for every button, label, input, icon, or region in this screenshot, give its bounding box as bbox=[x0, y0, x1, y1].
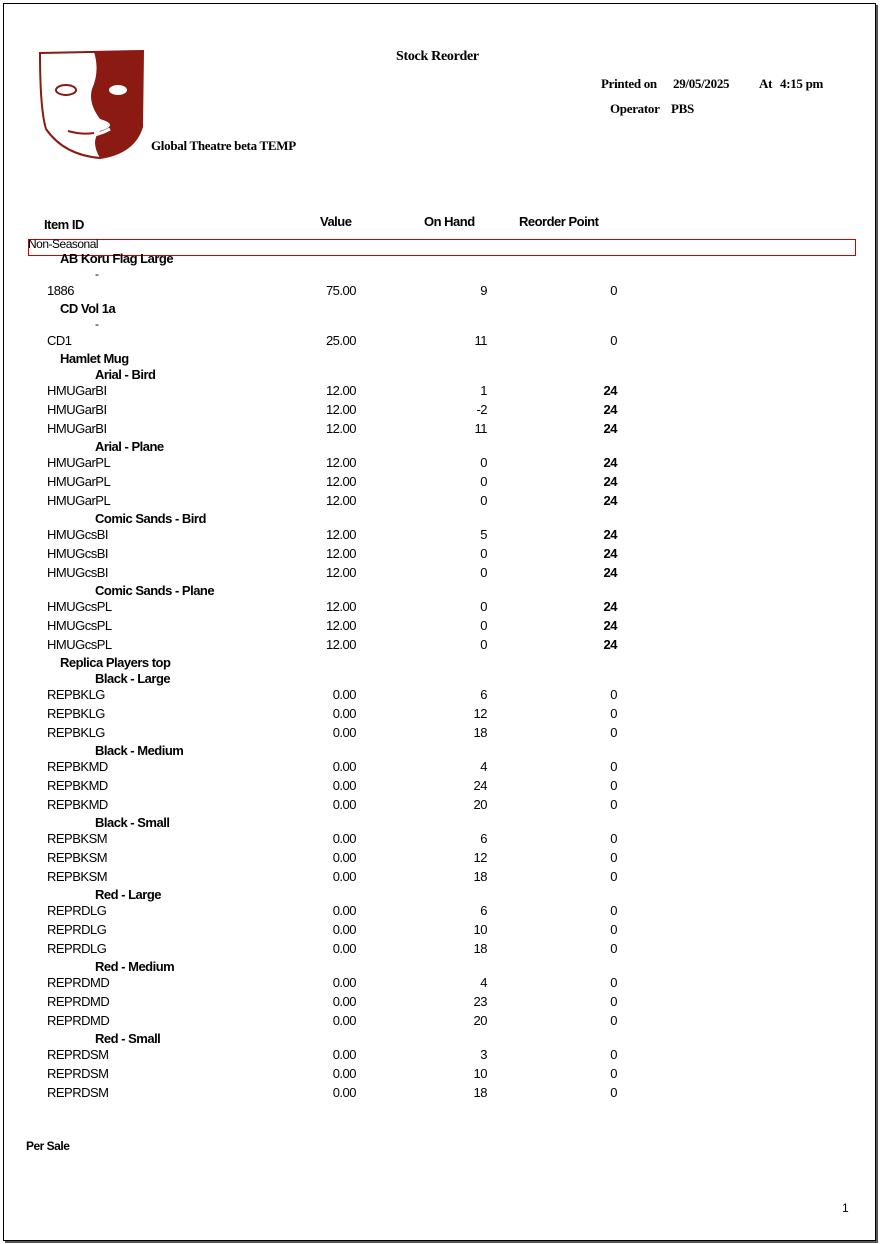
company-name: Global Theatre beta TEMP bbox=[151, 138, 296, 153]
variant-name: Black - Large bbox=[95, 671, 171, 686]
on-hand-cell: 3 bbox=[480, 1047, 487, 1062]
value-cell: 12.00 bbox=[325, 565, 356, 580]
variant-name: Red - Medium bbox=[95, 959, 175, 974]
item-id-cell: REPRDSM bbox=[47, 1085, 109, 1100]
on-hand-cell: 0 bbox=[480, 474, 487, 489]
item-id-cell: REPRDSM bbox=[47, 1066, 109, 1081]
on-hand-cell: 6 bbox=[480, 831, 487, 846]
item-id-cell: REPBKLG bbox=[47, 706, 105, 721]
item-id-cell: REPRDLG bbox=[47, 903, 107, 918]
variant-name: Red - Small bbox=[95, 1031, 161, 1046]
value-cell: 12.00 bbox=[325, 421, 356, 436]
value-cell: 0.00 bbox=[332, 1047, 356, 1062]
reorder-point-cell: 0 bbox=[610, 850, 617, 865]
value-cell: 0.00 bbox=[332, 922, 356, 937]
reorder-point-cell: 0 bbox=[610, 831, 617, 846]
item-id-cell: HMUGcsPL bbox=[47, 618, 112, 633]
product-name: AB Koru Flag Large bbox=[60, 251, 174, 266]
variant-name: Black - Medium bbox=[95, 743, 184, 758]
variant-name: Comic Sands - Plane bbox=[95, 583, 215, 598]
value-cell: 0.00 bbox=[332, 725, 356, 740]
value-cell: 12.00 bbox=[325, 527, 356, 542]
value-cell: 0.00 bbox=[332, 903, 356, 918]
reorder-point-cell: 0 bbox=[610, 687, 617, 702]
value-cell: 12.00 bbox=[325, 637, 356, 652]
item-id-cell: REPRDMD bbox=[47, 994, 110, 1009]
reorder-point-cell: 24 bbox=[603, 637, 617, 652]
item-id-cell: HMUGcsBI bbox=[47, 527, 108, 542]
reorder-point-cell: 0 bbox=[610, 759, 617, 774]
on-hand-cell: 6 bbox=[480, 687, 487, 702]
column-header-item-id: Item ID bbox=[44, 217, 84, 232]
value-cell: 12.00 bbox=[325, 474, 356, 489]
group-header-non-seasonal: Non-Seasonal bbox=[28, 237, 99, 251]
reorder-point-cell: 24 bbox=[603, 618, 617, 633]
on-hand-cell: 10 bbox=[473, 922, 487, 937]
item-id-cell: HMUGcsBI bbox=[47, 546, 108, 561]
item-id-cell: REPBKMD bbox=[47, 797, 108, 812]
page-number: 1 bbox=[842, 1201, 849, 1215]
value-cell: 25.00 bbox=[325, 333, 356, 348]
value-cell: 12.00 bbox=[325, 599, 356, 614]
value-cell: 0.00 bbox=[332, 994, 356, 1009]
item-id-cell: HMUGcsPL bbox=[47, 599, 112, 614]
item-id-cell: REPBKLG bbox=[47, 725, 105, 740]
separator-dash: - bbox=[95, 267, 99, 281]
reorder-point-cell: 24 bbox=[603, 527, 617, 542]
reorder-point-cell: 0 bbox=[610, 1047, 617, 1062]
on-hand-cell: 20 bbox=[473, 1013, 487, 1028]
value-cell: 0.00 bbox=[332, 687, 356, 702]
value-cell: 12.00 bbox=[325, 546, 356, 561]
reorder-point-cell: 0 bbox=[610, 941, 617, 956]
on-hand-cell: 4 bbox=[480, 975, 487, 990]
printed-time: 4:15 pm bbox=[780, 76, 824, 91]
value-cell: 0.00 bbox=[332, 1066, 356, 1081]
variant-name: Arial - Plane bbox=[95, 439, 164, 454]
item-id-cell: REPBKSM bbox=[47, 831, 108, 846]
item-id-cell: REPRDLG bbox=[47, 922, 107, 937]
on-hand-cell: 11 bbox=[474, 421, 487, 436]
reorder-point-cell: 0 bbox=[610, 922, 617, 937]
on-hand-cell: 20 bbox=[473, 797, 487, 812]
value-cell: 0.00 bbox=[332, 759, 356, 774]
item-id-cell: HMUGarPL bbox=[47, 455, 111, 470]
column-header-reorder-point: Reorder Point bbox=[519, 214, 599, 229]
reorder-point-cell: 0 bbox=[610, 333, 617, 348]
product-name: CD Vol 1a bbox=[60, 301, 116, 316]
item-id-cell: HMUGarBI bbox=[47, 421, 107, 436]
value-cell: 12.00 bbox=[325, 383, 356, 398]
reorder-point-cell: 0 bbox=[610, 797, 617, 812]
on-hand-cell: 0 bbox=[480, 493, 487, 508]
on-hand-cell: 12 bbox=[473, 850, 487, 865]
value-cell: 0.00 bbox=[332, 1013, 356, 1028]
on-hand-cell: 0 bbox=[480, 565, 487, 580]
printed-label: Printed on bbox=[601, 76, 657, 91]
item-id-cell: REPBKMD bbox=[47, 759, 108, 774]
reorder-point-cell: 0 bbox=[610, 1066, 617, 1081]
reorder-point-cell: 0 bbox=[610, 975, 617, 990]
reorder-point-cell: 0 bbox=[610, 994, 617, 1009]
reorder-point-cell: 24 bbox=[603, 402, 617, 417]
on-hand-cell: 24 bbox=[473, 778, 487, 793]
reorder-point-cell: 24 bbox=[603, 546, 617, 561]
reorder-point-cell: 24 bbox=[603, 383, 617, 398]
value-cell: 0.00 bbox=[332, 1085, 356, 1100]
reorder-point-cell: 24 bbox=[603, 493, 617, 508]
on-hand-cell: 23 bbox=[473, 994, 487, 1009]
reorder-point-cell: 0 bbox=[610, 725, 617, 740]
value-cell: 12.00 bbox=[325, 402, 356, 417]
value-cell: 0.00 bbox=[332, 869, 356, 884]
column-header-value: Value bbox=[320, 214, 352, 229]
item-id-cell: REPBKMD bbox=[47, 778, 108, 793]
on-hand-cell: 11 bbox=[474, 333, 487, 348]
on-hand-cell: 18 bbox=[473, 869, 487, 884]
report-page bbox=[3, 3, 876, 1241]
separator-dash: - bbox=[95, 317, 99, 331]
reorder-point-cell: 24 bbox=[603, 474, 617, 489]
item-id-cell: HMUGarBI bbox=[47, 402, 107, 417]
reorder-point-cell: 0 bbox=[610, 1013, 617, 1028]
value-cell: 12.00 bbox=[325, 618, 356, 633]
value-cell: 0.00 bbox=[332, 941, 356, 956]
variant-name: Red - Large bbox=[95, 887, 162, 902]
on-hand-cell: 0 bbox=[480, 599, 487, 614]
item-id-cell: HMUGarBI bbox=[47, 383, 107, 398]
item-id-cell: 1886 bbox=[47, 283, 74, 298]
value-cell: 0.00 bbox=[332, 797, 356, 812]
operator-value: PBS bbox=[671, 101, 694, 116]
on-hand-cell: 0 bbox=[480, 618, 487, 633]
on-hand-cell: -2 bbox=[476, 402, 487, 417]
item-id-cell: CD1 bbox=[47, 333, 72, 348]
item-id-cell: REPBKSM bbox=[47, 850, 108, 865]
product-name: Replica Players top bbox=[60, 655, 171, 670]
item-id-cell: REPRDSM bbox=[47, 1047, 109, 1062]
on-hand-cell: 12 bbox=[473, 706, 487, 721]
on-hand-cell: 1 bbox=[480, 383, 487, 398]
on-hand-cell: 18 bbox=[473, 725, 487, 740]
item-id-cell: HMUGcsBI bbox=[47, 565, 108, 580]
theatre-mask-logo bbox=[38, 49, 146, 161]
value-cell: 0.00 bbox=[332, 831, 356, 846]
item-id-cell: REPRDLG bbox=[47, 941, 107, 956]
value-cell: 0.00 bbox=[332, 975, 356, 990]
on-hand-cell: 5 bbox=[480, 527, 487, 542]
reorder-point-cell: 0 bbox=[610, 869, 617, 884]
on-hand-cell: 10 bbox=[473, 1066, 487, 1081]
value-cell: 0.00 bbox=[332, 706, 356, 721]
value-cell: 0.00 bbox=[332, 778, 356, 793]
product-name: Hamlet Mug bbox=[60, 351, 129, 366]
printed-date: 29/05/2025 bbox=[673, 76, 730, 91]
item-id-cell: REPRDMD bbox=[47, 975, 110, 990]
on-hand-cell: 9 bbox=[480, 283, 487, 298]
value-cell: 12.00 bbox=[325, 455, 356, 470]
on-hand-cell: 18 bbox=[473, 941, 487, 956]
column-header-on-hand: On Hand bbox=[424, 214, 475, 229]
variant-name: Comic Sands - Bird bbox=[95, 511, 206, 526]
on-hand-cell: 6 bbox=[480, 903, 487, 918]
on-hand-cell: 0 bbox=[480, 455, 487, 470]
on-hand-cell: 18 bbox=[473, 1085, 487, 1100]
item-id-cell: REPRDMD bbox=[47, 1013, 110, 1028]
reorder-point-cell: 24 bbox=[603, 421, 617, 436]
at-label: At bbox=[759, 76, 773, 91]
reorder-point-cell: 24 bbox=[603, 565, 617, 580]
operator-label: Operator bbox=[610, 101, 660, 116]
item-id-cell: HMUGcsPL bbox=[47, 637, 112, 652]
on-hand-cell: 0 bbox=[480, 546, 487, 561]
variant-name: Arial - Bird bbox=[95, 367, 156, 382]
on-hand-cell: 0 bbox=[480, 637, 487, 652]
report-title: Stock Reorder bbox=[396, 49, 479, 64]
reorder-point-cell: 24 bbox=[603, 455, 617, 470]
item-id-cell: REPBKLG bbox=[47, 687, 105, 702]
reorder-point-cell: 0 bbox=[610, 706, 617, 721]
reorder-point-cell: 24 bbox=[603, 599, 617, 614]
variant-name: Black - Small bbox=[95, 815, 170, 830]
item-id-cell: HMUGarPL bbox=[47, 474, 111, 489]
reorder-point-cell: 0 bbox=[610, 1085, 617, 1100]
value-cell: 75.00 bbox=[325, 283, 356, 298]
value-cell: 12.00 bbox=[325, 493, 356, 508]
reorder-point-cell: 0 bbox=[610, 283, 617, 298]
item-id-cell: HMUGarPL bbox=[47, 493, 111, 508]
item-id-cell: REPBKSM bbox=[47, 869, 108, 884]
value-cell: 0.00 bbox=[332, 850, 356, 865]
reorder-point-cell: 0 bbox=[610, 903, 617, 918]
reorder-point-cell: 0 bbox=[610, 778, 617, 793]
on-hand-cell: 4 bbox=[480, 759, 487, 774]
group-header-per-sale: Per Sale bbox=[26, 1139, 70, 1153]
